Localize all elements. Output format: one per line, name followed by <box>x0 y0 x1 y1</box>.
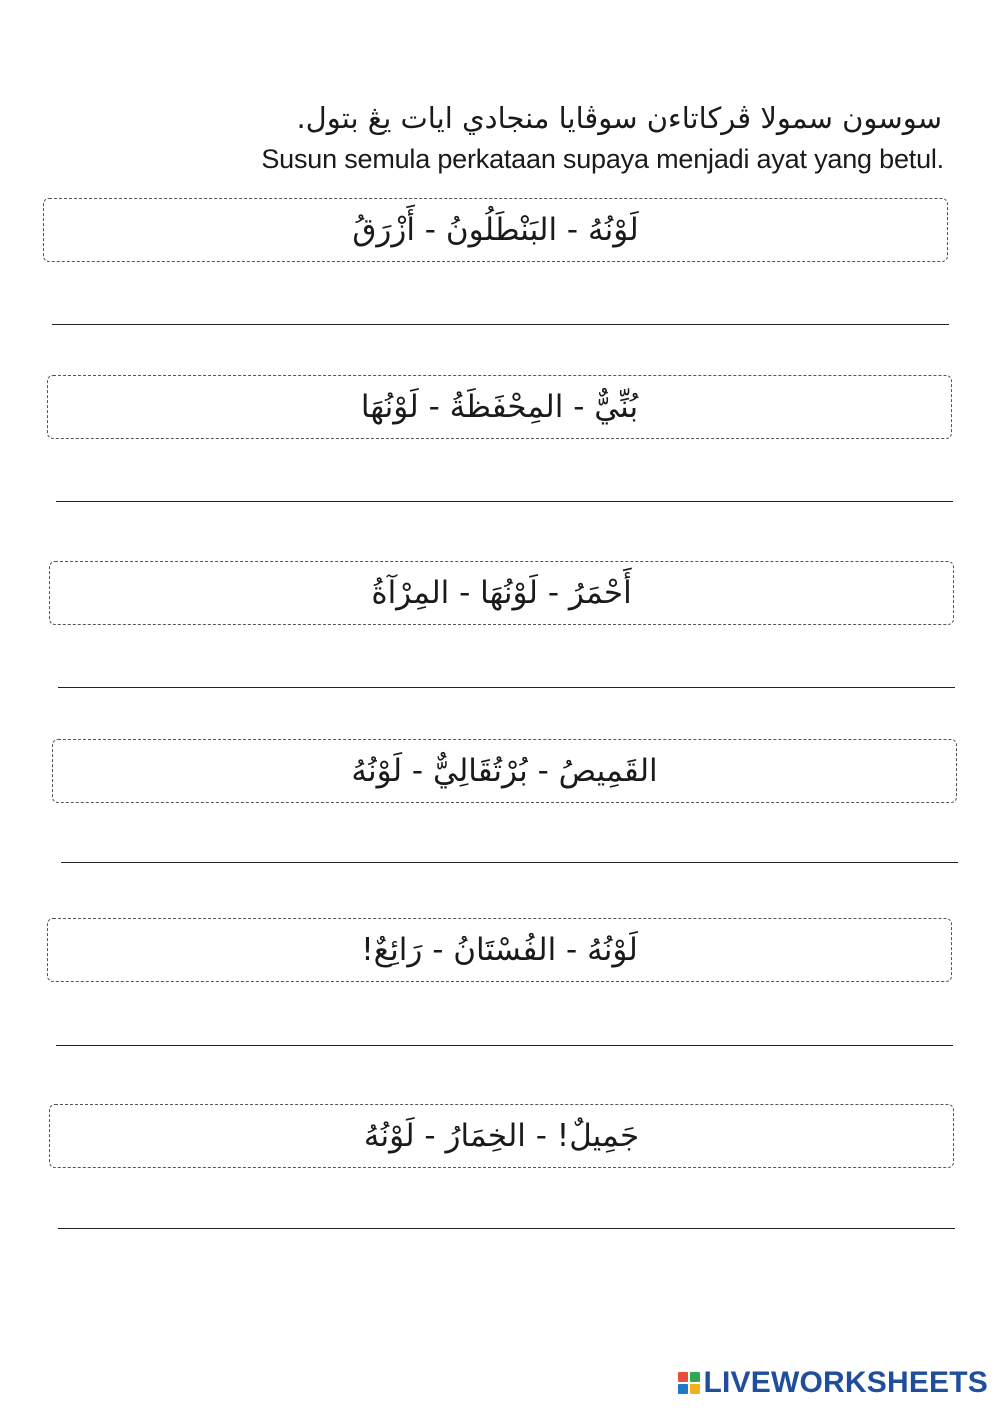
answer-line-6 <box>58 1228 955 1229</box>
answer-input-4[interactable] <box>61 819 962 861</box>
instructions-malay: Susun semula perkataan supaya menjadi ayat yang betul. <box>261 144 944 174</box>
answer-input-2[interactable] <box>56 458 957 500</box>
question-text-6: جَمِيلٌ! - الخِمَارُ - لَوْنُهُ <box>363 1118 640 1154</box>
question-box-6 <box>49 1104 954 1168</box>
question-text-4: القَمِيصُ - بُرْتُقَالِيٌّ - لَوْنُهُ <box>351 753 658 789</box>
question-text-2: بُنِّيٌّ - المِحْفَظَةُ - لَوْنُهَا <box>360 389 639 425</box>
logo-square-2 <box>690 1372 700 1382</box>
question-box-3 <box>49 561 954 625</box>
question-text-1: لَوْنُهُ - البَنْطَلُونُ - أَزْرَقُ <box>352 212 639 248</box>
answer-input-6[interactable] <box>58 1185 959 1227</box>
question-box-5 <box>47 918 952 982</box>
instructions-jawi: سوسون سمولا ڤركاتاءن سوڤايا منجادي ايات يڠ بتول. <box>296 101 942 135</box>
logo-square-1 <box>678 1372 688 1382</box>
brand-name: LIVEWORKSHEETS <box>703 1366 988 1399</box>
answer-line-5 <box>56 1045 953 1046</box>
question-box-4 <box>52 739 957 803</box>
answer-line-3 <box>58 687 955 688</box>
answer-input-1[interactable] <box>52 281 953 323</box>
answer-input-5[interactable] <box>56 1002 957 1044</box>
logo-square-3 <box>678 1384 688 1394</box>
question-text-3: أَحْمَرُ - لَوْنُهَا - المِرْآةُ <box>371 575 632 611</box>
question-text-5: لَوْنُهُ - الفُسْتَانُ - رَائِعٌ! <box>361 932 638 968</box>
answer-line-1 <box>52 324 949 325</box>
answer-line-2 <box>56 501 953 502</box>
question-box-2 <box>47 375 952 439</box>
logo-square-4 <box>690 1384 700 1394</box>
liveworksheets-logo-icon <box>678 1372 700 1394</box>
answer-line-4 <box>61 862 958 863</box>
question-box-1 <box>43 198 948 262</box>
liveworksheets-brand <box>678 1366 989 1400</box>
answer-input-3[interactable] <box>58 644 959 686</box>
